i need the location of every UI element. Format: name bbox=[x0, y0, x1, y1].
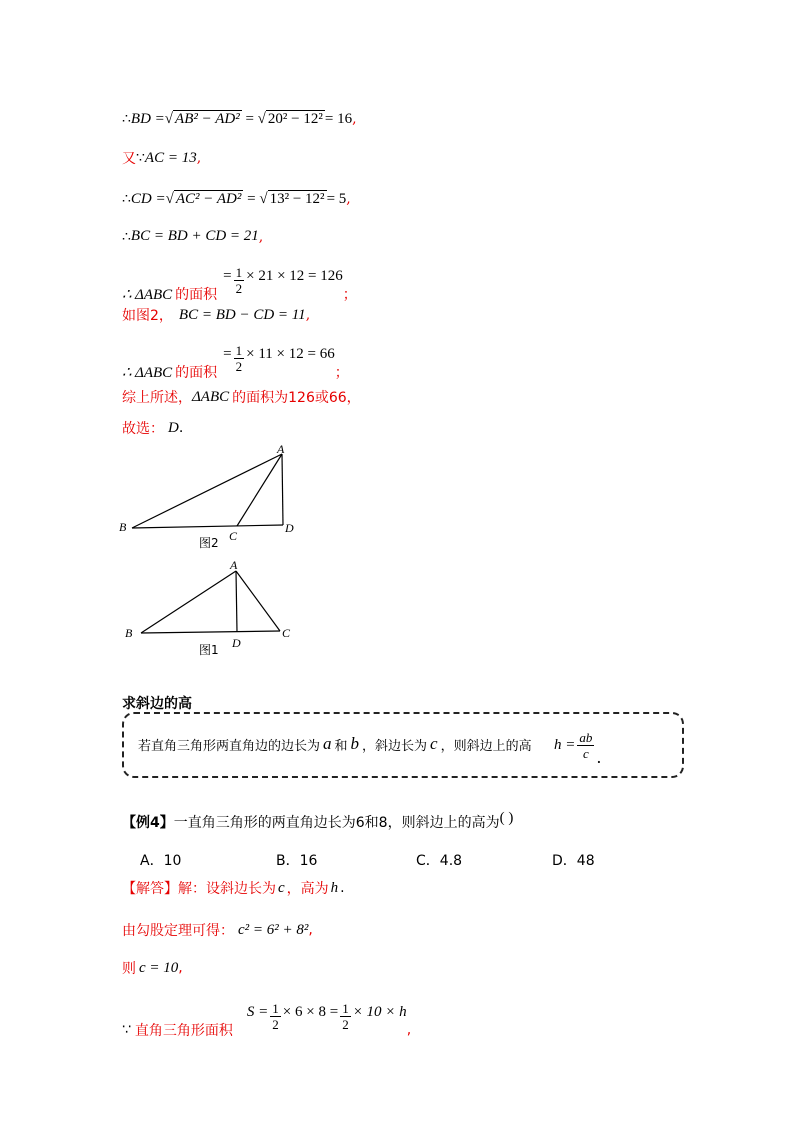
line-fig2 bbox=[122, 305, 310, 325]
triangle-abc: ΔABC bbox=[192, 388, 230, 405]
area-expr: × 11 × 12 = 66 bbox=[246, 345, 335, 362]
summary-label: 综上所述， bbox=[122, 390, 192, 406]
equals: = bbox=[223, 345, 232, 362]
height-formula: h = $\frac{ab}{c}$ . bbox=[554, 730, 602, 767]
option-d: D．48 bbox=[552, 853, 595, 869]
cd-sqrt-1: AC² − AD² bbox=[175, 191, 242, 207]
area-expr: × 21 × 12 = 126 bbox=[246, 267, 343, 284]
var-b: b bbox=[350, 734, 360, 753]
fig2-side-bd bbox=[132, 525, 283, 528]
formula-box bbox=[122, 712, 684, 778]
cd-expr: CD = bbox=[130, 190, 166, 207]
area-label: 的面积 bbox=[175, 365, 218, 381]
comma: , bbox=[196, 150, 202, 166]
example-question: 一直角三角形的两直角边长为6和8，则斜边上的高为 bbox=[173, 815, 500, 831]
therefore-symbol: ∴ bbox=[122, 111, 131, 127]
fig1-side-ab bbox=[141, 571, 236, 633]
you-text: 又 bbox=[122, 151, 136, 167]
fraction-half: $\frac{1}{2}$ bbox=[235, 342, 243, 374]
fig1-side-ac bbox=[236, 571, 280, 631]
var-a: a bbox=[323, 734, 332, 753]
fig2-label-b: B bbox=[119, 520, 127, 534]
fig1-label-d: D bbox=[232, 636, 241, 650]
h-equals: h = bbox=[554, 737, 576, 753]
solution-line-1: 【解答】 解：设斜边长为 c ，高为 h . bbox=[122, 879, 345, 897]
answer-label: 故选： bbox=[122, 421, 164, 437]
var-c: c bbox=[430, 734, 438, 753]
fig1-label-b: B bbox=[125, 626, 133, 640]
area-label: 直角三角形面积 bbox=[134, 1023, 233, 1039]
solution-line-2: 由勾股定理可得： c² = 6² + 8² , bbox=[122, 921, 313, 939]
because-symbol: ∵ bbox=[122, 1022, 131, 1038]
s-equals: S = bbox=[246, 1003, 269, 1020]
ac-expr: AC = 13 bbox=[144, 149, 197, 166]
line-summary bbox=[122, 387, 361, 407]
fig1-label-c: C bbox=[282, 626, 291, 640]
var-h: h bbox=[330, 879, 339, 896]
therefore-symbol: ∴ bbox=[122, 228, 131, 245]
solution-text: 解：设斜边长为 bbox=[178, 881, 276, 897]
fig1-caption: 图1 bbox=[199, 643, 219, 657]
cd-result: = 5 bbox=[326, 190, 347, 207]
comma: , bbox=[305, 307, 311, 323]
line-bc bbox=[122, 228, 263, 245]
bc-expr: BC = BD + CD = 21 bbox=[130, 228, 259, 244]
fig1-label-a: A bbox=[230, 558, 238, 572]
line-answer bbox=[122, 418, 183, 438]
example-label: 【例4】 bbox=[122, 815, 174, 831]
semicolon: ； bbox=[342, 287, 357, 303]
cd-sqrt-2: 13² − 12² bbox=[269, 191, 325, 207]
because-symbol: ∵ bbox=[136, 150, 145, 166]
bc-diff-expr: BC = BD − CD = 11 bbox=[178, 306, 306, 323]
figure-1 bbox=[115, 555, 315, 660]
solution-label: 【解答】 bbox=[122, 881, 178, 897]
line-area-126 bbox=[122, 262, 357, 304]
option-b: B．16 bbox=[276, 853, 318, 869]
option-a: A．10 bbox=[140, 853, 182, 869]
fraction-ab-c: $\frac{ab}{c}$ bbox=[579, 730, 593, 761]
fig2-label-c: C bbox=[229, 529, 238, 543]
triangle-abc: ∴ ΔABC bbox=[122, 286, 173, 303]
pythagoras-eq: c² = 6² + 8² bbox=[238, 921, 309, 938]
comma: , bbox=[346, 191, 351, 207]
fig2-label-d: D bbox=[285, 521, 294, 535]
solution-line-3: 则 c = 10 , bbox=[122, 959, 183, 977]
fig2-caption: 图2 bbox=[199, 536, 219, 550]
fig2-ref: 如图2， bbox=[122, 308, 173, 324]
pythagoras-label: 由勾股定理可得： bbox=[122, 923, 234, 939]
summary-result: 的面积为126或66， bbox=[232, 390, 361, 406]
answer-paren: ( ) bbox=[499, 809, 514, 826]
fraction-half: $\frac{1}{2}$ bbox=[235, 264, 243, 296]
fig2-side-ad bbox=[282, 454, 283, 525]
bd-sqrt-1: AB² − AD² bbox=[175, 111, 240, 127]
c-value: c = 10 bbox=[139, 959, 179, 976]
period: . bbox=[178, 420, 184, 436]
var-c: c bbox=[278, 879, 285, 896]
line-bd: ∴ BD = √ AB² − AD² = √ 20² − 12² = 16 , bbox=[122, 110, 357, 127]
line-area-66 bbox=[122, 340, 349, 382]
area-label: 的面积 bbox=[175, 287, 218, 303]
formula-text: 若直角三角形两直角边的边长为 a 和 b ，斜边长为 c ，则斜边上的高 bbox=[138, 734, 532, 754]
comma: , bbox=[352, 111, 357, 127]
figure-2 bbox=[115, 440, 315, 555]
semicolon: ； bbox=[334, 365, 349, 381]
section-heading: 求斜边的高 bbox=[122, 696, 192, 712]
solution-line-4: ∵ 直角三角形面积 S = $\frac{1}{2}$ × 6 × 8 = $\frac{1}{2}$ × 10 × h , bbox=[122, 1000, 412, 1039]
option-c: C．4.8 bbox=[416, 853, 463, 869]
therefore-symbol: ∴ bbox=[122, 191, 131, 207]
fig1-altitude-ad bbox=[236, 571, 237, 632]
triangle-abc: ∴ ΔABC bbox=[122, 364, 173, 381]
bd-sqrt-2: 20² − 12² bbox=[267, 111, 323, 127]
fig2-label-a: A bbox=[277, 442, 285, 456]
example-4 bbox=[122, 809, 514, 832]
comma: , bbox=[258, 228, 264, 245]
equals: = bbox=[223, 267, 232, 284]
line-ac bbox=[122, 148, 201, 168]
bd-expr: BD = bbox=[130, 110, 165, 127]
line-cd: ∴ CD = √ AC² − AD² = √ 13² − 12² = 5 , bbox=[122, 190, 351, 207]
answer-letter: D bbox=[168, 419, 179, 436]
bd-result: = 16 bbox=[324, 110, 353, 127]
then-label: 则 bbox=[122, 961, 136, 977]
fig1-side-bc bbox=[141, 631, 280, 633]
